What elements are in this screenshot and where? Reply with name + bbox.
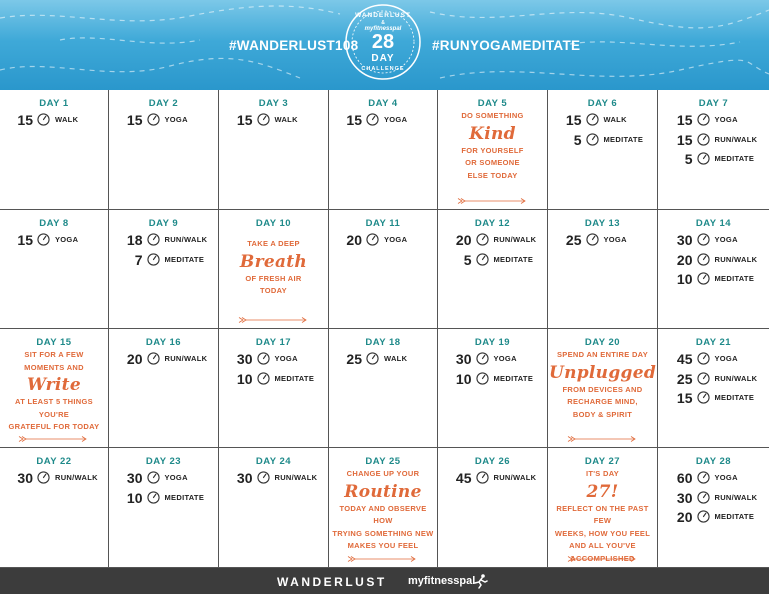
activity-name: MEDITATE — [714, 274, 755, 283]
activity-list — [548, 232, 657, 252]
activity-name: YOGA — [714, 473, 738, 482]
special-challenge — [0, 349, 108, 434]
challenge-text-line: FROM DEVICES AND — [562, 384, 643, 394]
day-label: DAY 3 — [258, 98, 289, 109]
day-label: DAY 9 — [148, 218, 179, 229]
clock-icon — [697, 253, 710, 266]
special-challenge — [329, 468, 437, 553]
badge-unit: DAY — [371, 53, 395, 64]
activity-name: YOGA — [384, 235, 408, 244]
activity-minutes: 15 — [676, 390, 693, 406]
challenge-text-line: AND ALL YOU'VE — [569, 541, 636, 550]
activity-minutes: 10 — [676, 271, 693, 287]
activity-minutes: 30 — [126, 470, 143, 486]
day-cell — [658, 210, 769, 329]
clock-icon — [697, 113, 710, 126]
challenge-keyword: Write — [27, 375, 81, 395]
badge-brand: myfitnesspal — [364, 26, 402, 32]
activity-row — [219, 351, 328, 371]
activity-list — [109, 351, 218, 371]
challenge-text-line: GRATEFUL FOR TODAY — [8, 422, 100, 431]
challenge-text-line: ELSE TODAY — [467, 170, 518, 180]
activity-name: RUN/WALK — [274, 473, 318, 482]
clock-icon — [257, 372, 270, 385]
activity-list — [219, 112, 328, 132]
clock-icon — [697, 272, 710, 285]
footer-bar — [0, 568, 769, 594]
day-label: DAY 24 — [255, 456, 292, 467]
day-label: DAY 16 — [145, 337, 182, 348]
activity-minutes: 30 — [455, 351, 472, 367]
day-label: DAY 22 — [36, 456, 72, 467]
day-cell — [658, 448, 769, 568]
activity-name: YOGA — [493, 354, 517, 363]
activity-row — [109, 232, 218, 252]
activity-name: WALK — [274, 115, 298, 124]
day-cell — [658, 329, 769, 448]
clock-icon — [697, 233, 710, 246]
clock-icon — [366, 352, 379, 365]
clock-icon — [147, 113, 160, 126]
clock-icon — [147, 233, 160, 246]
clock-icon — [697, 491, 710, 504]
activity-name: MEDITATE — [164, 492, 205, 502]
day-label: DAY 2 — [148, 98, 179, 109]
day-cell — [109, 90, 219, 210]
activity-row — [0, 470, 108, 490]
activity-minutes: 20 — [346, 232, 362, 248]
running-figure-icon — [473, 573, 489, 589]
clock-icon — [697, 152, 710, 165]
activity-list — [658, 470, 769, 529]
clock-icon — [697, 471, 710, 484]
clock-icon — [147, 491, 160, 504]
day-cell — [438, 90, 548, 210]
special-challenge — [548, 349, 657, 421]
day-label: DAY 14 — [695, 218, 732, 229]
activity-row — [219, 470, 328, 490]
day-label: DAY 18 — [365, 337, 401, 348]
activity-name: MEDITATE — [714, 393, 755, 402]
activity-list — [438, 470, 547, 490]
arrow-divider-icon — [567, 549, 639, 555]
activity-minutes: 30 — [236, 351, 253, 367]
clock-icon — [257, 113, 270, 126]
activity-minutes: 15 — [676, 112, 693, 128]
activity-name: RUN/WALK — [714, 492, 758, 502]
activity-minutes: 45 — [455, 470, 472, 486]
special-challenge — [219, 238, 328, 298]
day-label: DAY 21 — [695, 337, 732, 348]
calendar-grid — [0, 90, 769, 568]
arrow-divider-icon — [347, 549, 419, 555]
day-label: DAY 27 — [584, 456, 621, 467]
activity-row — [438, 371, 547, 391]
activity-name: YOGA — [714, 235, 738, 244]
special-challenge — [438, 110, 547, 182]
challenge-keyword: Kind — [469, 123, 516, 144]
activity-name: WALK — [55, 115, 79, 124]
challenge-text-line: OF FRESH AIR — [245, 273, 302, 283]
activity-list — [109, 232, 218, 271]
hashtag-right: #RUNYOGAMEDITATE — [432, 38, 581, 53]
activity-row — [658, 132, 769, 152]
activity-name: YOGA — [603, 235, 627, 244]
activity-row — [329, 351, 437, 371]
activity-minutes: 45 — [676, 351, 693, 367]
activity-row — [109, 351, 218, 371]
activity-minutes: 20 — [676, 509, 693, 525]
day-cell — [548, 329, 658, 448]
day-label: DAY 4 — [368, 98, 398, 109]
badge-bottom-text: CHALLENGE — [361, 66, 405, 72]
clock-icon — [37, 233, 50, 246]
activity-list — [0, 232, 108, 252]
activity-row — [658, 509, 769, 529]
challenge-keyword: 27! — [586, 481, 619, 502]
activity-minutes: 5 — [573, 131, 582, 148]
day-cell — [219, 90, 329, 210]
activity-minutes: 25 — [676, 370, 693, 387]
activity-name: RUN/WALK — [164, 235, 208, 244]
activity-row — [109, 112, 218, 132]
activity-row — [109, 252, 218, 272]
activity-minutes: 15 — [346, 112, 362, 128]
badge-number: 28 — [371, 31, 395, 53]
clock-icon — [257, 352, 270, 365]
day-cell — [329, 210, 438, 329]
badge-top-text: WANDERLUST — [355, 12, 411, 19]
activity-row — [438, 232, 547, 252]
activity-row — [438, 351, 547, 371]
activity-list — [109, 112, 218, 132]
activity-list — [658, 351, 769, 410]
activity-name: MEDITATE — [493, 373, 534, 383]
activity-row — [438, 252, 547, 272]
activity-minutes: 10 — [455, 370, 472, 387]
activity-list — [329, 351, 437, 371]
activity-name: RUN/WALK — [714, 254, 758, 264]
activity-minutes: 15 — [676, 131, 693, 148]
challenge-text-line: TRYING SOMETHING NEW — [332, 528, 434, 538]
challenge-text-line: CHANGE UP YOUR — [346, 469, 420, 478]
activity-minutes: 25 — [346, 351, 362, 367]
challenge-text-line: ACCOMPLISHED — [570, 553, 635, 563]
activity-row — [219, 371, 328, 391]
challenge-keyword: Unplugged — [548, 362, 657, 383]
activity-name: RUN/WALK — [714, 134, 758, 144]
day-cell — [329, 90, 438, 210]
activity-name: YOGA — [164, 115, 188, 124]
clock-icon — [697, 372, 710, 385]
activity-name: WALK — [603, 115, 627, 124]
day-label: DAY 12 — [474, 218, 511, 229]
activity-name: WALK — [384, 354, 408, 363]
activity-minutes: 15 — [17, 112, 33, 128]
day-cell — [219, 329, 329, 448]
day-cell — [0, 210, 109, 329]
challenge-text-line: REFLECT ON THE PAST FEW — [556, 503, 649, 525]
activity-row — [658, 271, 769, 291]
day-label: DAY 5 — [477, 98, 508, 109]
arrow-divider-icon — [18, 429, 90, 435]
activity-minutes: 30 — [236, 470, 253, 486]
day-cell — [219, 448, 329, 568]
header-banner — [0, 0, 769, 90]
arrow-divider-icon — [238, 310, 310, 316]
activity-list — [329, 112, 437, 132]
activity-minutes: 20 — [455, 232, 472, 248]
activity-row — [658, 490, 769, 510]
badge-amp: & — [381, 20, 385, 26]
activity-name: MEDITATE — [274, 373, 315, 383]
activity-row — [329, 112, 437, 132]
day-label: DAY 17 — [255, 337, 292, 348]
day-label: DAY 7 — [698, 98, 729, 109]
challenge-keyword: Routine — [344, 481, 422, 502]
activity-row — [548, 132, 657, 152]
activity-minutes: 15 — [126, 112, 143, 128]
activity-list — [548, 112, 657, 151]
footer-brand-myfitnesspal: myfitnesspal — [408, 575, 476, 587]
clock-icon — [37, 471, 50, 484]
activity-name: RUN/WALK — [493, 473, 537, 482]
clock-icon — [697, 391, 710, 404]
arrow-divider-icon — [567, 429, 639, 435]
challenge-text-line: IT'S DAY — [585, 469, 620, 478]
activity-row — [658, 252, 769, 272]
activity-row — [438, 470, 547, 490]
activity-row — [658, 112, 769, 132]
challenge-text-line: BODY & SPIRIT — [572, 409, 633, 419]
day-cell — [329, 448, 438, 568]
clock-icon — [476, 233, 489, 246]
activity-name: YOGA — [714, 115, 738, 124]
clock-icon — [147, 471, 160, 484]
footer-brand-wanderlust: WANDERLUST — [277, 575, 387, 589]
clock-icon — [147, 352, 160, 365]
day-label: DAY 1 — [39, 98, 69, 109]
activity-minutes: 25 — [565, 232, 582, 248]
activity-list — [438, 351, 547, 390]
activity-name: MEDITATE — [603, 134, 644, 144]
day-cell — [658, 90, 769, 210]
day-cell — [219, 210, 329, 329]
activity-row — [658, 351, 769, 371]
day-cell — [548, 90, 658, 210]
day-cell — [0, 329, 109, 448]
day-label: DAY 19 — [474, 337, 511, 348]
activity-row — [0, 112, 108, 132]
day-label: DAY 10 — [255, 218, 292, 229]
challenge-keyword: Breath — [239, 251, 308, 272]
activity-minutes: 20 — [126, 351, 143, 367]
challenge-text-line: TAKE A DEEP — [247, 239, 300, 248]
clock-icon — [147, 253, 160, 266]
day-cell — [109, 448, 219, 568]
activity-name: RUN/WALK — [493, 235, 537, 244]
challenge-text-line: FOR YOURSELF — [461, 145, 524, 155]
challenge-text-line: SPEND AN ENTIRE DAY — [557, 350, 648, 359]
activity-list — [658, 232, 769, 291]
challenge-text-line: DO SOMETHING — [461, 111, 524, 120]
activity-list — [0, 112, 108, 132]
day-cell — [329, 329, 438, 448]
activity-minutes: 7 — [134, 251, 143, 268]
activity-row — [219, 112, 328, 132]
clock-icon — [257, 471, 270, 484]
day-cell — [438, 210, 548, 329]
clock-icon — [586, 113, 599, 126]
day-cell — [438, 448, 548, 568]
challenge-text-line: MOMENTS AND — [24, 362, 84, 372]
clock-icon — [37, 113, 50, 126]
activity-minutes: 15 — [565, 112, 582, 128]
clock-icon — [697, 510, 710, 523]
activity-row — [658, 371, 769, 391]
clock-icon — [366, 113, 379, 126]
activity-minutes: 10 — [126, 489, 143, 506]
day-label: DAY 23 — [145, 456, 182, 467]
clock-icon — [476, 253, 489, 266]
day-label: DAY 20 — [584, 337, 621, 348]
activity-minutes: 5 — [463, 251, 472, 268]
activity-name: RUN/WALK — [55, 473, 98, 482]
day-label: DAY 26 — [474, 456, 511, 467]
activity-row — [658, 390, 769, 410]
day-cell — [548, 210, 658, 329]
clock-icon — [476, 372, 489, 385]
activity-minutes: 30 — [676, 489, 693, 506]
activity-name: YOGA — [55, 235, 79, 244]
arrow-divider-icon — [457, 191, 529, 197]
activity-minutes: 5 — [684, 151, 693, 167]
activity-minutes: 60 — [676, 470, 693, 486]
activity-row — [658, 151, 769, 171]
clock-icon — [586, 233, 599, 246]
activity-minutes: 10 — [236, 370, 253, 387]
activity-row — [0, 232, 108, 252]
activity-name: YOGA — [274, 354, 298, 363]
challenge-text-line: TODAY AND OBSERVE HOW — [339, 503, 427, 525]
challenge-text-line: TODAY — [260, 286, 287, 295]
challenge-text-line: SIT FOR A FEW — [24, 350, 84, 359]
activity-row — [658, 232, 769, 252]
activity-list — [438, 232, 547, 271]
activity-name: YOGA — [714, 354, 738, 363]
day-cell — [0, 448, 109, 568]
clock-icon — [476, 352, 489, 365]
day-cell — [0, 90, 109, 210]
activity-row — [548, 232, 657, 252]
activity-name: MEDITATE — [493, 254, 534, 264]
day-label: DAY 6 — [587, 98, 618, 109]
day-cell — [109, 210, 219, 329]
activity-name: YOGA — [384, 115, 408, 124]
activity-row — [109, 470, 218, 490]
challenge-text-line: WEEKS, HOW YOU FEEL — [554, 528, 651, 538]
clock-icon — [697, 352, 710, 365]
clock-icon — [476, 471, 489, 484]
day-label: DAY 13 — [584, 218, 621, 229]
challenge-badge — [344, 3, 422, 81]
challenge-text-line: MAKES YOU FEEL — [347, 541, 419, 550]
activity-name: YOGA — [164, 473, 188, 482]
day-cell — [109, 329, 219, 448]
activity-row — [329, 232, 437, 252]
day-label: DAY 28 — [695, 456, 732, 467]
activity-minutes: 15 — [236, 112, 253, 128]
activity-row — [548, 112, 657, 132]
activity-name: MEDITATE — [164, 254, 205, 264]
activity-name: MEDITATE — [714, 154, 755, 163]
challenge-text-line: AT LEAST 5 THINGS YOU'RE — [15, 397, 93, 419]
activity-minutes: 18 — [126, 232, 143, 248]
challenge-text-line: RECHARGE MIND, — [567, 397, 638, 406]
activity-name: RUN/WALK — [164, 354, 208, 363]
activity-list — [0, 470, 108, 490]
clock-icon — [697, 133, 710, 146]
day-cell — [548, 448, 658, 568]
day-label: DAY 25 — [365, 456, 401, 467]
day-label: DAY 15 — [36, 337, 72, 348]
activity-name: RUN/WALK — [714, 373, 758, 383]
day-cell — [438, 329, 548, 448]
activity-name: MEDITATE — [714, 512, 755, 521]
activity-minutes: 15 — [17, 232, 33, 248]
activity-minutes: 30 — [17, 470, 33, 486]
activity-list — [658, 112, 769, 171]
activity-row — [658, 470, 769, 490]
activity-list — [219, 470, 328, 490]
day-label: DAY 11 — [365, 218, 401, 229]
challenge-text-line: OR SOMEONE — [465, 158, 520, 167]
activity-row — [109, 490, 218, 510]
clock-icon — [586, 133, 599, 146]
activity-list — [109, 470, 218, 509]
clock-icon — [366, 233, 379, 246]
activity-minutes: 20 — [676, 251, 693, 268]
day-label: DAY 8 — [39, 218, 69, 229]
hashtag-left: #WANDERLUST108 — [229, 38, 359, 53]
activity-minutes: 30 — [676, 232, 693, 248]
activity-list — [329, 232, 437, 252]
activity-list — [219, 351, 328, 390]
